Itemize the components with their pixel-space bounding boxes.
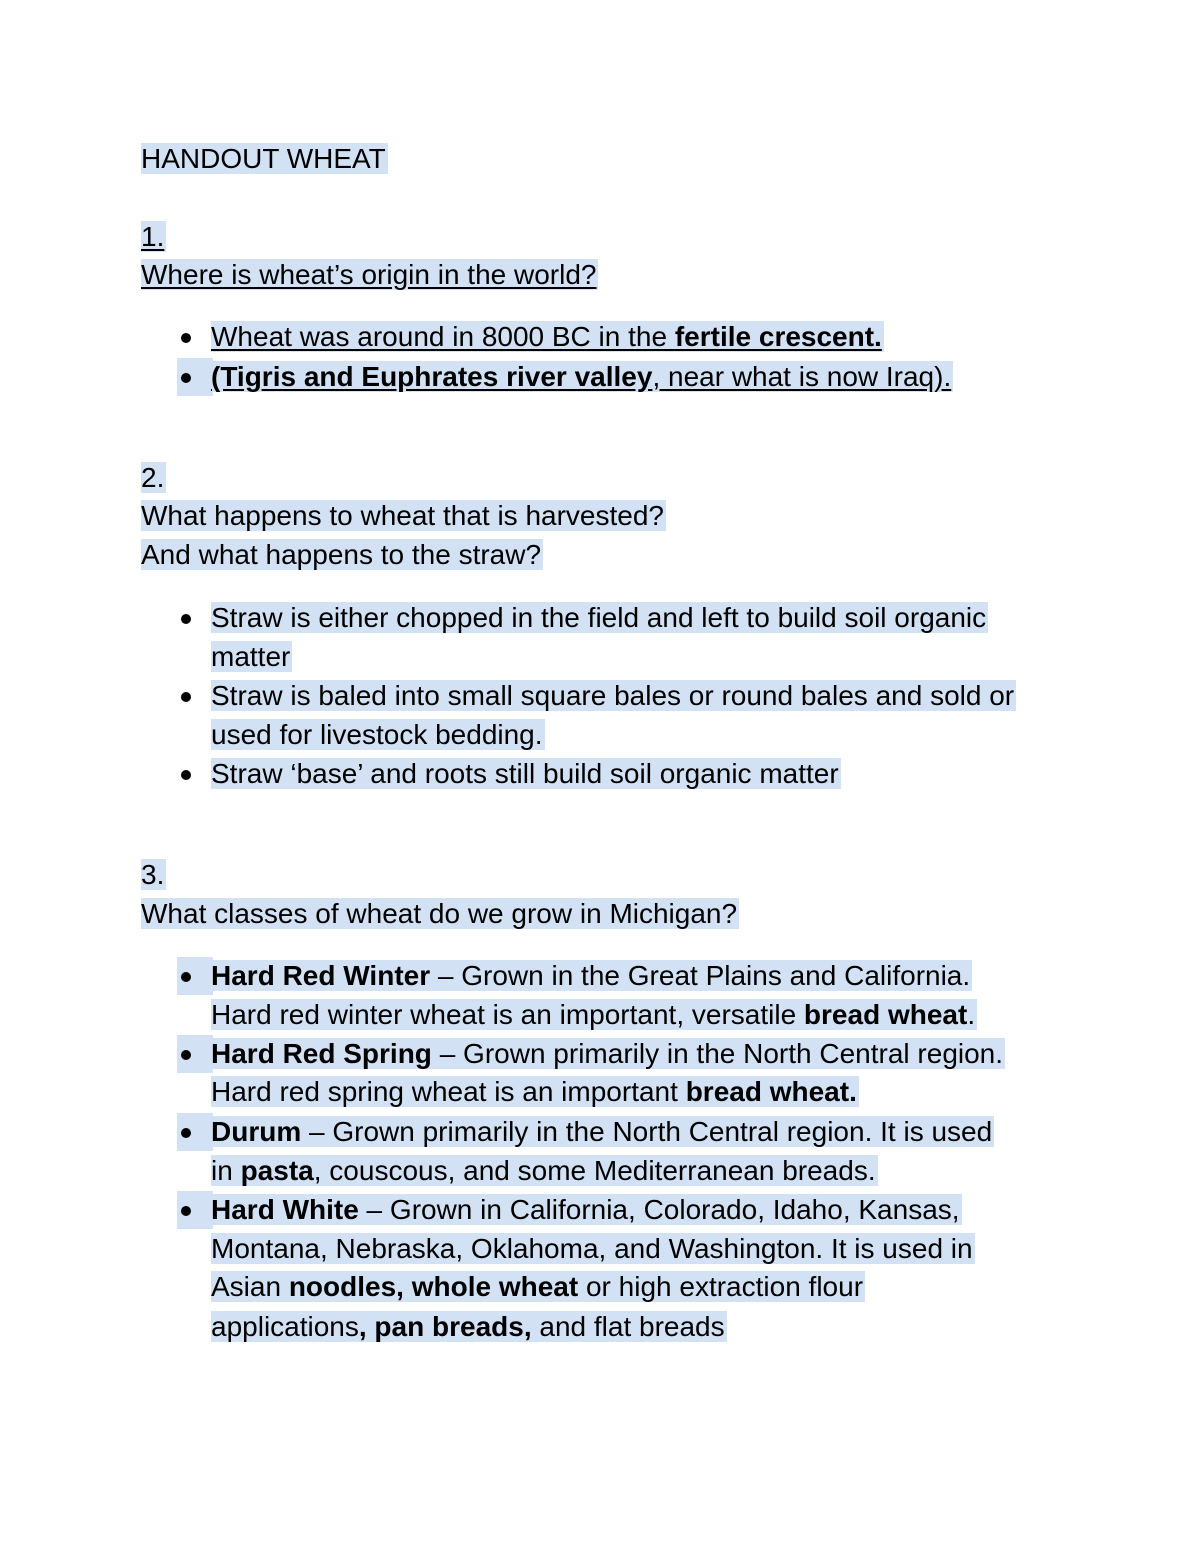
q3-class-hard-red-spring-line-2: Hard red spring wheat is an important bread wheat. (211, 1076, 857, 1107)
q3-class-hard-white-line-3: Asian noodles, whole wheat or high extraction flour (211, 1271, 864, 1302)
bullet-icon (177, 755, 213, 793)
bullet-icon (177, 1035, 213, 1073)
q2-answer-1-line-1: Straw is either chopped in the field and left to build soil organic (211, 602, 987, 633)
q3-class-hard-red-winter-line-2: Hard red winter wheat is an important, versatile bread wheat. (211, 999, 976, 1030)
q1-number: 1. (141, 221, 165, 252)
bullet-icon (177, 1113, 213, 1151)
q3-class-hard-white-line-1: Hard White – Grown in California, Colorado, Idaho, Kansas, (211, 1194, 960, 1225)
q3-class-durum-line-2: in pasta, couscous, and some Mediterranean breads. (211, 1155, 876, 1186)
q2-answer-2-line-1: Straw is baled into small square bales or round bales and sold or (211, 680, 1015, 711)
bullet-icon (177, 318, 213, 356)
q2-number: 2. (141, 462, 165, 493)
q3-number: 3. (141, 859, 165, 890)
q2-question-line-2: And what happens to the straw? (141, 539, 542, 570)
q3-class-durum-line-1: Durum – Grown primarily in the North Central region. It is used (211, 1116, 993, 1147)
q3-question: What classes of wheat do we grow in Michigan? (141, 898, 738, 929)
document-title: HANDOUT WHEAT (141, 143, 386, 174)
q1-answer-2: (Tigris and Euphrates river valley, near what is now Iraq). (211, 361, 952, 392)
bullet-icon (177, 599, 213, 637)
bullet-icon (177, 358, 213, 396)
q1-question: Where is wheat’s origin in the world? (141, 259, 597, 290)
q3-class-hard-red-spring-line-1: Hard Red Spring – Grown primarily in the North Central region. (211, 1038, 1004, 1069)
q3-class-hard-white-line-4: applications, pan breads, and flat breads (211, 1311, 725, 1342)
q2-answer-2-line-2: used for livestock bedding. (211, 719, 543, 750)
bullet-icon (177, 677, 213, 715)
bullet-icon (177, 957, 213, 995)
q2-answer-3: Straw ‘base’ and roots still build soil organic matter (211, 758, 839, 789)
q3-class-hard-white-line-2: Montana, Nebraska, Oklahoma, and Washington. It is used in (211, 1233, 973, 1264)
q2-answer-1-line-2: matter (211, 641, 291, 672)
q2-question-line-1: What happens to wheat that is harvested? (141, 500, 664, 531)
q3-class-hard-red-winter-line-1: Hard Red Winter – Grown in the Great Plains and California. (211, 960, 971, 991)
q1-answer-1: Wheat was around in 8000 BC in the fertile crescent. (211, 321, 882, 352)
bullet-icon (177, 1191, 213, 1229)
